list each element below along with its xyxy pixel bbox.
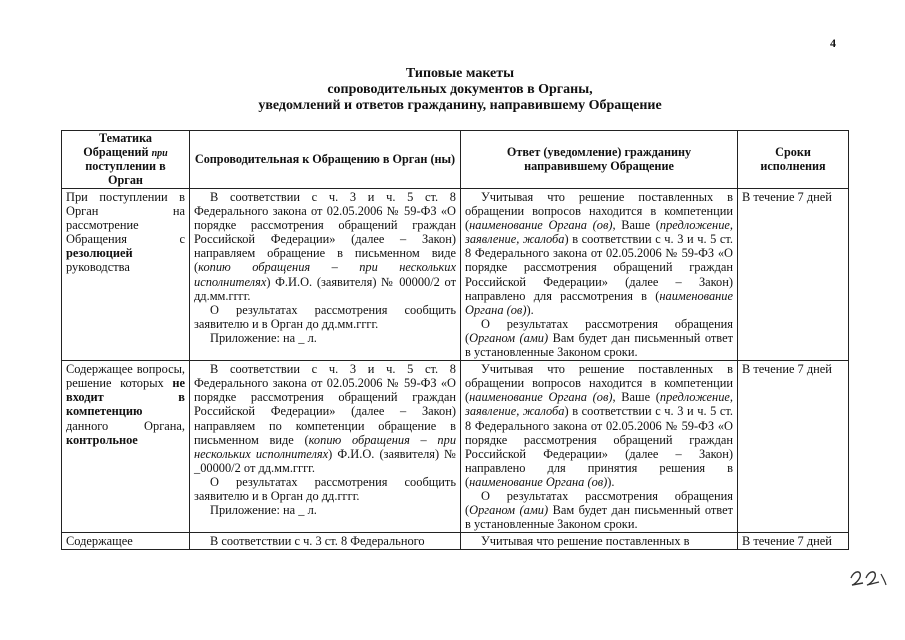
row3-reply: Учитывая что решение поставленных в [461, 533, 738, 550]
table-row [62, 361, 849, 533]
title-line-2: сопроводительных документов в Органы, [327, 82, 593, 97]
row1-cover-letter: В соответствии с ч. 3 и ч. 5 ст. 8 Федерального закона от 02.05.2006 № 59-ФЗ «О порядке рассмотрения обращений граждан Российской Федерации» (далее – Закон) направляем обращение в письменном виде (копию обращения – при нескольких исполнителях) Ф.И.О. (заявителя) № 00000/2 от дд.мм.гггг. О результатах рассмотрения сообщить заявителю и в Орган до дд.мм.гггг. Приложение: на _ л. [190, 189, 461, 361]
row1-deadline: В течение 7 дней [738, 189, 849, 361]
row2-reply: Учитывая что решение поставленных в обращении вопросов находится в компетенции (наименование Органа (ов), Ваше (предложение, заявление, жалоба) в соответствии с ч. 3 и ч. 5 ст. 8 Федерального закона от 02.05.2006 № 59-ФЗ «О порядке рассмотрения обращений граждан Российской Федерации» (далее – Закон) направлено для принятия решения в (наименование Органа (ов)). О результатах рассмотрения обращения (Органом (ами) Вам будет дан письменный ответ в установленные Законом сроки. [461, 361, 738, 533]
row1-reply: Учитывая что решение поставленных в обращении вопросов находится в компетенции (наименование Органа (ов), Ваше (предложение, заявление, жалоба) в соответствии с ч. 3 и ч. 5 ст. 8 Федерального закона от 02.05.2006 № 59-ФЗ «О порядке рассмотрения обращений граждан Российской Федерации» (далее – Закон) направлено для рассмотрения в (наименование Органа (ов)). О результатах рассмотрения обращения (Органом (ами) Вам будет дан письменный ответ в установленные Законом сроки. [461, 189, 738, 361]
header-cover-letter: Сопроводительная к Обращению в Орган (ны) [190, 131, 461, 189]
page-number: 4 [830, 36, 836, 50]
header-topic: Тематика Обращений при поступлении в Орган [62, 131, 190, 189]
header-deadline: Сроки исполнения [738, 131, 849, 189]
title-line-1: Типовые макеты [405, 66, 515, 81]
row1-topic: При поступлении в Орган на рассмотрение Обращения с резолюцией руководства [62, 189, 190, 361]
handwritten-signature [848, 564, 888, 588]
handwritten-note: при [151, 147, 168, 159]
row2-deadline: В течение 7 дней [738, 361, 849, 533]
title-line-3: уведомлений и ответов гражданину, направившему Обращение [258, 98, 662, 113]
row3-topic: Содержащее [62, 533, 190, 550]
row2-topic: Содержащее вопросы, решение которых не входит в компетенцию данного Органа, контрольное [62, 361, 190, 533]
row3-cover-letter: В соответствии с ч. 3 ст. 8 Федерального [190, 533, 461, 550]
table-row [62, 189, 849, 361]
row2-cover-letter: В соответствии с ч. 3 и ч. 5 ст. 8 Федерального закона от 02.05.2006 № 59-ФЗ «О порядке рассмотрения обращений граждан Российской Федерации» (далее – Закон) направляем по компетенции обращение в письменном виде (копию обращения – при нескольких исполнителях) Ф.И.О. (заявителя) № _00000/2 от дд.мм.гггг. О результатах рассмотрения сообщить заявителю и в Орган до дд.гггг. Приложение: на _ л. [190, 361, 461, 533]
header-reply: Ответ (уведомление) гражданину направившему Обращение [461, 131, 738, 189]
row3-deadline: В течение 7 дней [738, 533, 849, 550]
templates-table [61, 130, 849, 550]
table-row [62, 533, 849, 550]
table-header-row [62, 131, 849, 189]
document-title [230, 66, 690, 114]
